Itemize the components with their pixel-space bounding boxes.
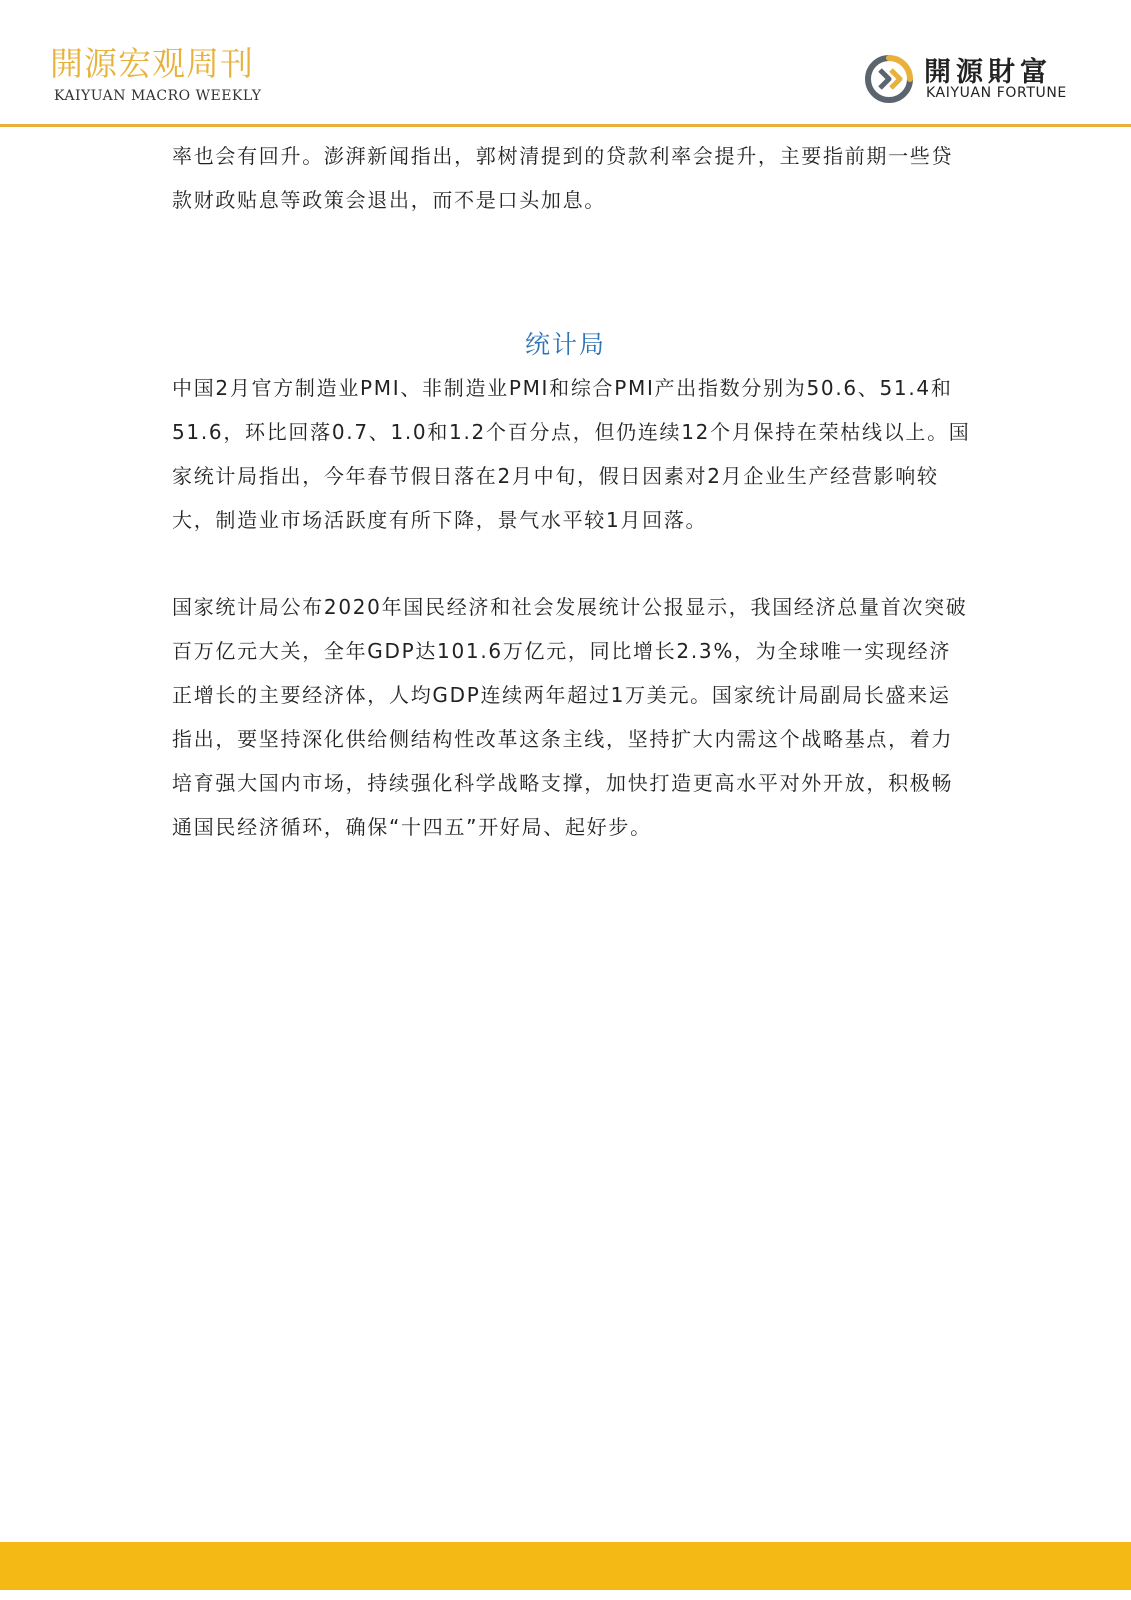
paragraph-gdp: 国家统计局公布2020年国民经济和社会发展统计公报显示，我国经济总量首次突破百万亿元大关，全年GDP达101.6万亿元，同比增长2.3%，为全球唯一实现经济正增长的主要经济体，人均GDP连续两年超过1万美元。国家统计局副局长盛来运指出，要坚持深化供给侧结构性改革这条主线，坚持扩大内需这个战略基点，着力培育强大国内市场，持续强化科学战略支撑，加快打造更高水平对外开放，积极畅通国民经济循环，确保“十四五”开好局、起好步。 [172,595,968,839]
company-logo [864,52,1104,108]
header-divider [0,124,1131,127]
kaiyuan-logo-icon [864,54,914,104]
section-heading: 统计局 [524,330,606,359]
logo-wordmark-en: KAIYUAN FORTUNE [926,85,1067,101]
publication-title: 開源宏观周刊 [50,44,254,83]
logo-wordmark-cn: 開源財富 [924,57,1052,88]
paragraph-pmi: 中国2月官方制造业PMI、非制造业PMI和综合PMI产出指数分别为50.6、51.4和51.6，环比回落0.7、1.0和1.2个百分点，但仍连续12个月保持在荣枯线以上。国家统计局指出，今年春节假日落在2月中旬，假日因素对2月企业生产经营影响较大，制造业市场活跃度有所下降，景气水平较1月回落。 [172,376,971,532]
paragraph-intro: 率也会有回升。澎湃新闻指出，郭树清提到的贷款利率会提升，主要指前期一些贷款财政贴息等政策会退出，而不是口头加息。 [172,144,954,212]
footer-bar [0,1542,1131,1590]
publication-subtitle: KAIYUAN MACRO WEEKLY [54,88,262,104]
page-header [0,0,1131,128]
